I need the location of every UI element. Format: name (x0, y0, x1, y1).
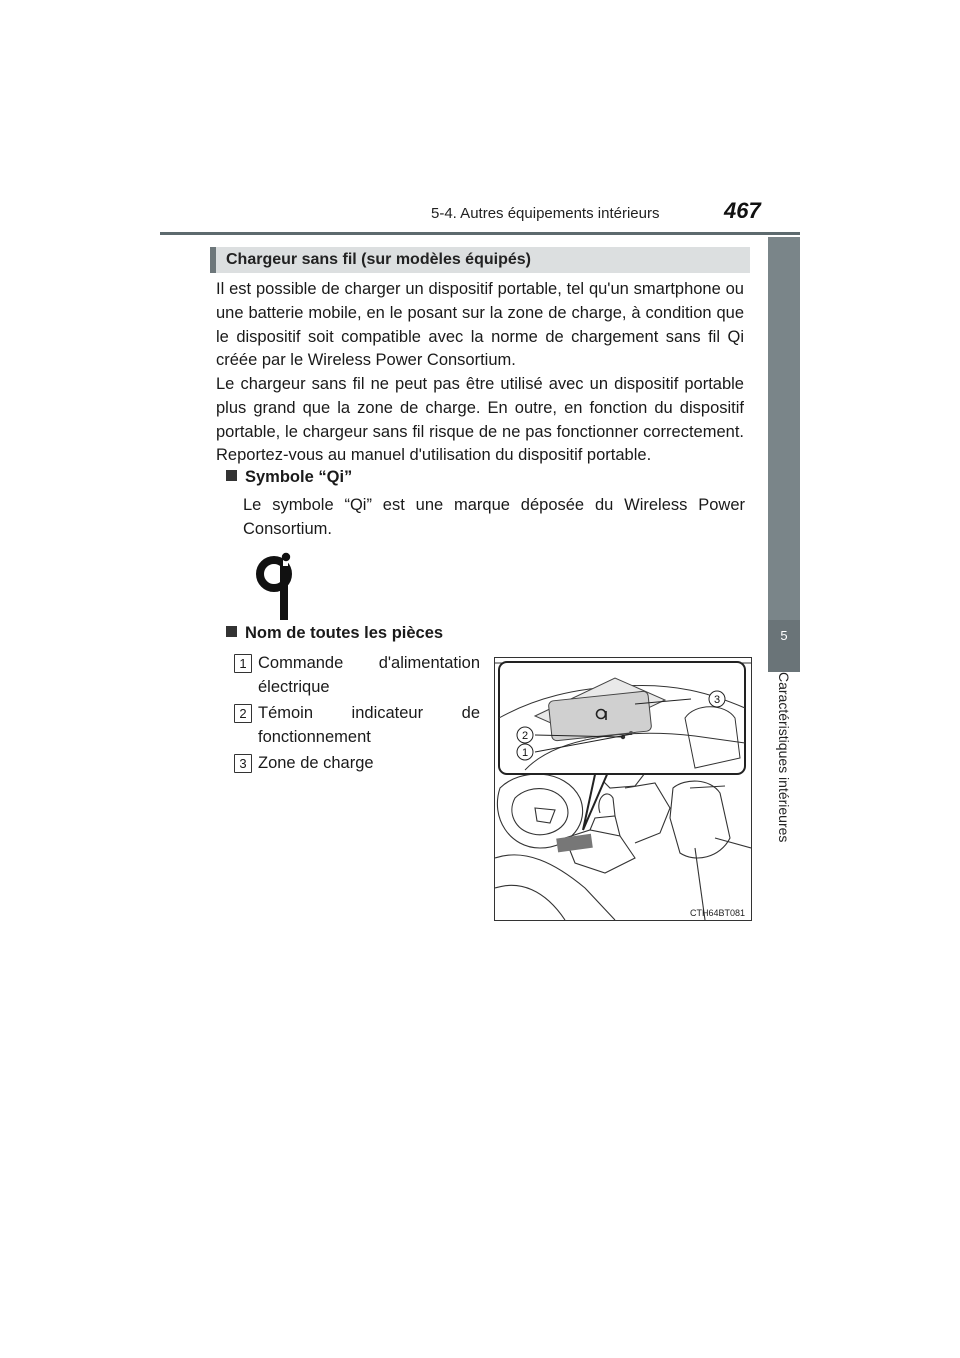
side-tab (768, 237, 800, 620)
car-interior-illustration (495, 658, 751, 920)
part-item (234, 652, 480, 702)
side-tab-title-wrap (768, 672, 800, 862)
qi-symbol-heading (226, 468, 352, 487)
part-number: 3 (234, 754, 252, 773)
part-number: 1 (234, 654, 252, 673)
page-number: 467 (724, 198, 761, 223)
header-section-title: 5-4. Autres équipements intérieurs (431, 205, 660, 222)
callout-1: 1 (521, 747, 529, 759)
parts-heading (226, 624, 443, 643)
wireless-charger-figure (494, 657, 752, 921)
side-tab-chapter-title: Caractéristiques intérieures (776, 672, 792, 843)
figure-code: CTH64BT081 (689, 908, 745, 918)
qi-logo-icon (252, 552, 298, 627)
square-bullet-icon (226, 626, 237, 637)
callout-2: 2 (521, 730, 529, 742)
part-label: Témoin indicateur de fonctionnement (258, 704, 480, 746)
callout-3: 3 (713, 694, 721, 706)
section-title-bar (210, 247, 750, 273)
section-title-accent (210, 247, 216, 273)
part-number: 2 (234, 704, 252, 723)
part-label: Commande d'alimentation électrique (258, 654, 480, 696)
qi-symbol-heading-text: Symbole “Qi” (245, 468, 353, 486)
qi-symbol-paragraph: Le symbole “Qi” est une marque déposée du Wireless Power Consortium. (243, 496, 745, 538)
square-bullet-icon (226, 470, 237, 481)
intro-paragraph: Il est possible de charger un dispositif portable, tel qu'un smartphone ou une batterie mobile, en le posant sur la zone de charge, à condition que le dispositif soit compatible avec la norme de chargement sans fil Qi créée par le Wireless Power Consortium. (216, 280, 744, 370)
limitation-paragraph: Le chargeur sans fil ne peut pas être utilisé avec un dispositif portable plus grand que la zone de charge. En outre, en fonction du dispositif portable, le chargeur sans fil risque de ne pas fonctionner correctement. Reportez-vous au manuel d'utilisation du dispositif portable. (216, 375, 744, 465)
part-item (234, 702, 480, 752)
header-rule (160, 232, 800, 235)
section-title: Chargeur sans fil (sur modèles équipés) (226, 251, 531, 268)
part-label: Zone de charge (258, 754, 374, 772)
part-item (234, 752, 480, 778)
parts-heading-text: Nom de toutes les pièces (245, 624, 444, 642)
side-tab-chapter-number: 5 (780, 628, 788, 643)
